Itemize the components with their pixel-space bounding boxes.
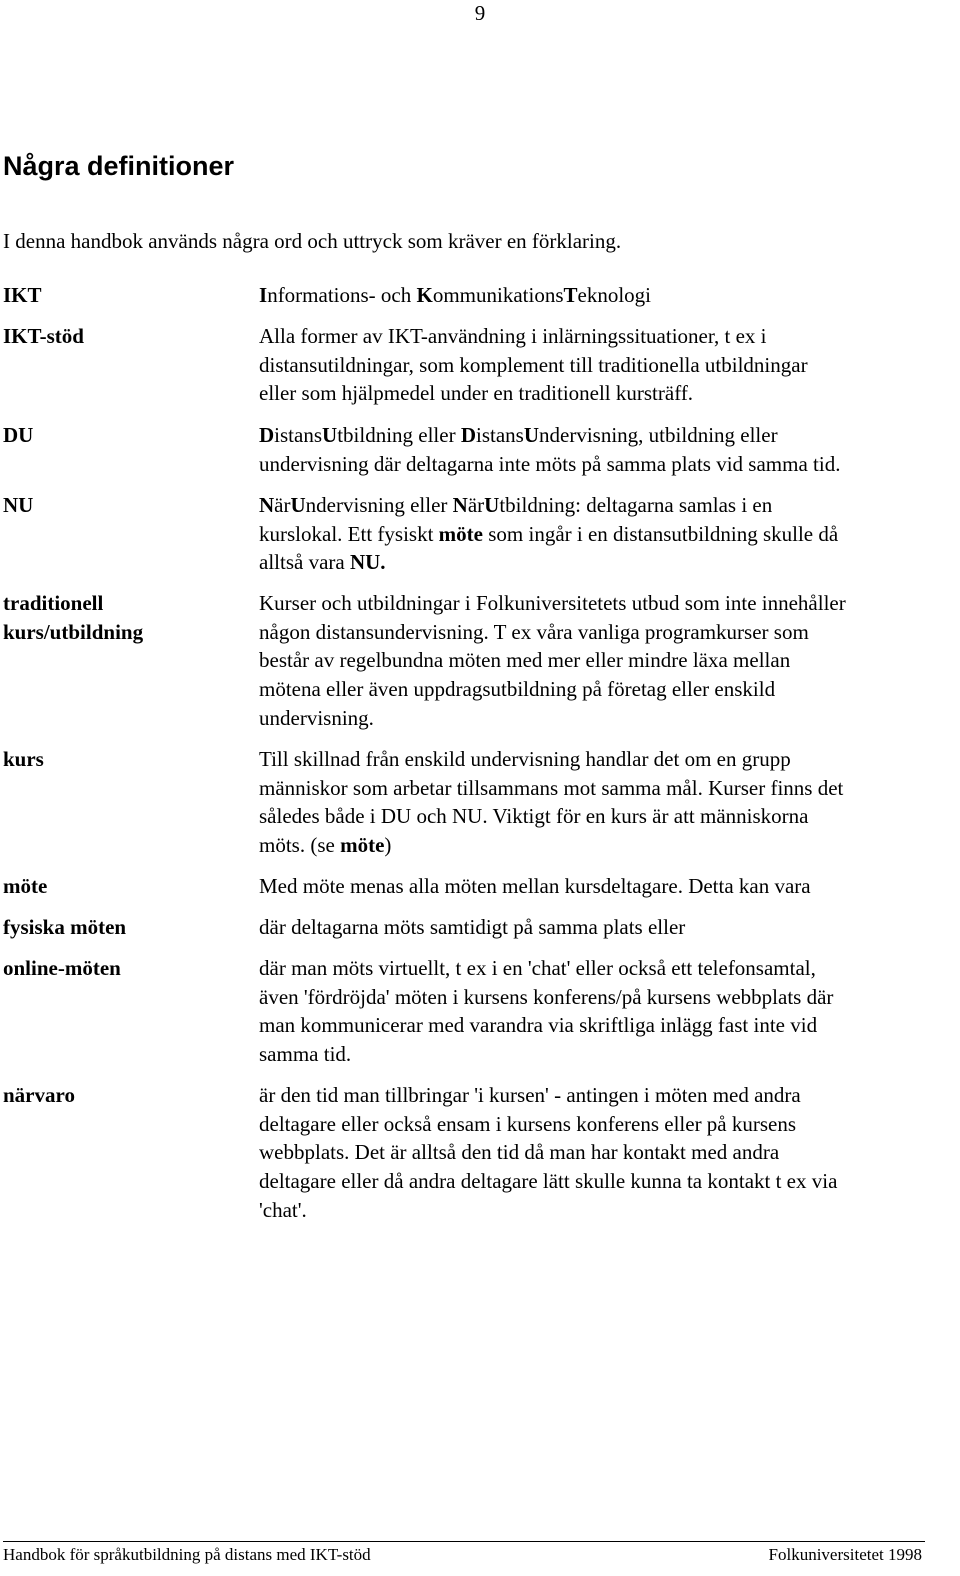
term-online-moten: online-möten <box>3 956 121 980</box>
definition-online-moten: där man möts virtuellt, t ex i en 'chat' eller också ett telefonsamtal, även 'fördröjda' möten i kursens konferens/på kursens webbplats där man kommunicerar med varandra via skriftliga inlägg fast inte vid samma tid. <box>259 956 834 1067</box>
definition-du: DistansUtbildning eller DistansUndervisning, utbildning eller undervisning där deltagarna inte möts på samma plats vid samma tid. <box>259 423 841 476</box>
intro-paragraph: I denna handbok används några ord och uttryck som kräver en förklaring. <box>3 229 622 253</box>
definition-nu: NärUndervisning eller NärUtbildning: deltagarna samlas i en kurslokal. Ett fysiskt möte som ingår i en distansutbildning skulle då alltså vara NU. <box>259 493 839 575</box>
footer-left: Handbok för språkutbildning på distans med IKT-stöd <box>3 1545 371 1564</box>
definition-ikt-stod: Alla former av IKT-användning i inlärningssituationer, t ex i distansutildningar, som komplement till traditionella utbildningar eller som hjälpmedel under en traditionell kursträff. <box>259 324 808 406</box>
term-kurs: kurs <box>3 747 44 771</box>
definition-traditionell: Kurser och utbildningar i Folkuniversitetets utbud som inte innehåller någon distansundervisning. T ex våra vanliga programkurser som består av regelbundna möten med mer eller mindre läxa mellan mötena eller även uppdragsutbildning på företag eller enskild undervisning. <box>259 591 846 730</box>
definition-fysiska-moten: där deltagarna möts samtidigt på samma plats eller <box>259 915 686 939</box>
term-du: DU <box>3 423 34 447</box>
term-ikt: IKT <box>3 283 42 307</box>
definition-kurs: Till skillnad från enskild undervisning handlar det om en grupp människor som arbetar tillsammans mot samma mål. Kurser finns det således både i DU och NU. Viktigt för en kurs är att människorna möts. (se möte) <box>259 747 844 858</box>
footer-rule <box>3 1541 925 1542</box>
page-number: 9 <box>474 1 486 25</box>
definition-narvaro: är den tid man tillbringar 'i kursen' - antingen i möten med andra deltagare eller också ensam i kursens konferens eller på kursens webbplats. Det är alltså den tid då man har kontakt med andra deltagare eller då andra deltagare lätt skulle kunna ta kontakt t ex via 'chat'. <box>259 1083 838 1222</box>
term-fysiska-moten: fysiska möten <box>3 915 127 939</box>
term-narvaro: närvaro <box>3 1083 75 1107</box>
term-ikt-stod: IKT-stöd <box>3 324 84 348</box>
page-title: Några definitioner <box>3 151 235 181</box>
footer-right: Folkuniversitetet 1998 <box>768 1545 922 1564</box>
term-mote: möte <box>3 874 48 898</box>
term-traditionell: traditionell kurs/utbildning <box>3 591 144 644</box>
term-nu: NU <box>3 493 34 517</box>
definition-mote: Med möte menas alla möten mellan kursdeltagare. Detta kan vara <box>259 874 811 898</box>
definition-ikt: Informations- och KommunikationsTeknologi <box>259 283 652 307</box>
